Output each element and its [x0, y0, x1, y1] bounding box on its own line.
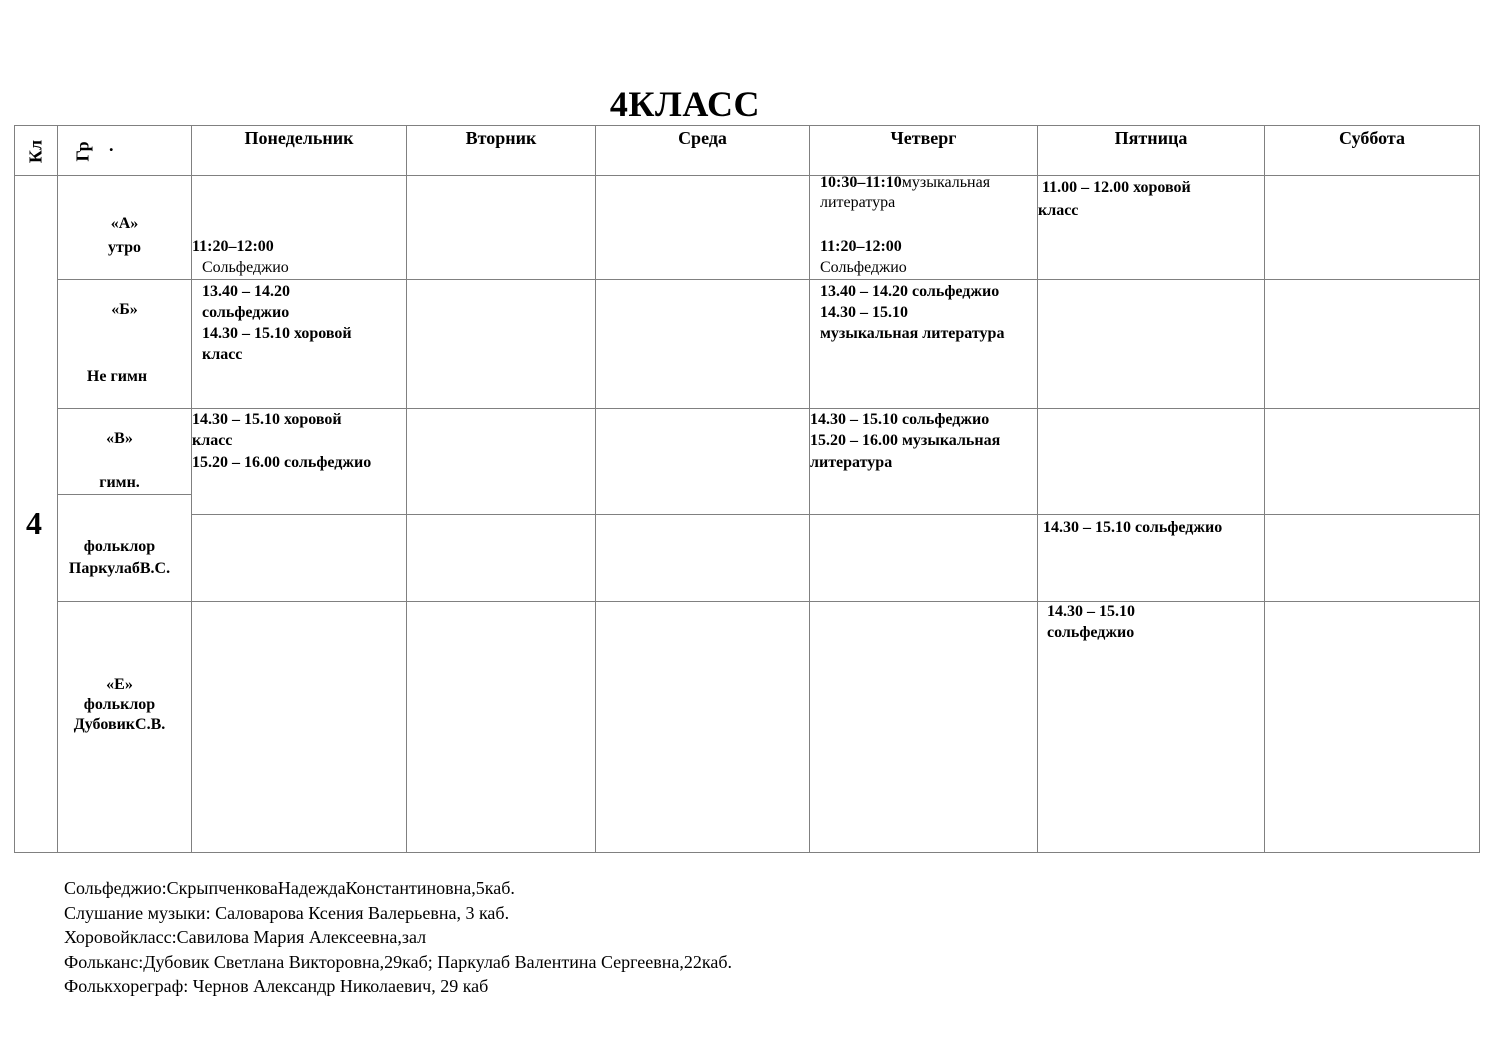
- class-number: 4: [26, 505, 42, 541]
- lesson-a-mon-subject: Сольфеджио: [202, 259, 289, 276]
- lesson-b-mon-line4: класс: [202, 346, 243, 363]
- lesson-b-mon-line2: сольфеджио: [202, 304, 290, 321]
- note-folk-ensemble: Фольканс:Дубовик Светлана Викторовна,29каб; Паркулаб Валентина Сергеевна,22каб.: [64, 951, 733, 972]
- header-friday: Пятница: [1114, 128, 1188, 148]
- teacher-notes: [64, 876, 732, 999]
- group-v-type: гимн.: [99, 474, 140, 491]
- header-wednesday: Среда: [678, 128, 727, 148]
- lesson-a-fri-line2: класс: [1038, 202, 1079, 219]
- group-a: [58, 214, 191, 258]
- lesson-v-mon-line1: 14.30 – 15.10 хоровой: [192, 411, 342, 428]
- group-b-letter: «Б»: [111, 301, 138, 318]
- lesson-v-thu-line1: 14.30 – 15.10 сольфеджио: [810, 411, 990, 428]
- group-v-letter: «В»: [106, 430, 133, 447]
- group-e-teacher: ДубовикС.В.: [73, 716, 166, 733]
- lesson-b-mon-line1: 13.40 – 14.20: [202, 283, 290, 300]
- group-b-type: Не гимн: [86, 368, 148, 385]
- group-folk-pk-teacher: ПаркулабВ.С.: [68, 560, 171, 577]
- lesson-b-thu-line3: музыкальная литература: [820, 325, 1005, 342]
- header-thursday: Четверг: [890, 128, 957, 148]
- header-group: Гр: [72, 141, 93, 162]
- lesson-b-thu-line1: 13.40 – 14.20 сольфеджио: [820, 283, 1000, 300]
- lesson-v-mon-line2: класс: [192, 432, 233, 449]
- note-listening: Слушание музыки: Саловарова Ксения Валерьевна, 3 каб.: [64, 902, 510, 923]
- lesson-v-mon-line3: 15.20 – 16.00 сольфеджио: [192, 454, 372, 471]
- lesson-v-thu-line2: 15.20 – 16.00 музыкальная: [810, 432, 1001, 449]
- lesson-e-fri-line1: 14.30 – 15.10: [1047, 603, 1135, 620]
- page-title: 4КЛАСС: [609, 84, 761, 124]
- note-solfeggio: Сольфеджио:СкрыпченковаНадеждаКонстантиновна,5каб.: [64, 878, 515, 898]
- lesson-a-thu-1: [820, 173, 990, 193]
- lesson-a-thu-subject1b: литература: [820, 194, 896, 211]
- group-folk-pk-name: фольклор: [83, 538, 156, 555]
- header-saturday: Суббота: [1339, 128, 1405, 148]
- group-e-name: фольклор: [83, 696, 156, 713]
- lesson-a-mon-time: 11:20–12:00: [192, 238, 274, 255]
- lesson-b-thu-line2: 14.30 – 15.10: [820, 304, 908, 321]
- lesson-b-mon-line3: 14.30 – 15.10 хоровой: [202, 325, 352, 342]
- header-group-dot: .: [109, 135, 114, 155]
- group-b: [58, 300, 191, 320]
- group-e-letter: «Е»: [106, 676, 133, 693]
- note-choir: Хоровойкласс:Савилова Мария Алексеевна,зал: [64, 927, 427, 947]
- lesson-a-thu-subject2: Сольфеджио: [820, 259, 907, 276]
- group-folk-pk: [58, 537, 181, 579]
- group-a-letter: «А»: [110, 215, 139, 232]
- lesson-a-thu-time2: 11:20–12:00: [820, 238, 902, 255]
- header-monday: Понедельник: [244, 128, 354, 148]
- lesson-a-thu-subject1a: музыкальная: [901, 174, 991, 191]
- lesson-a-thu-time1: 10:30–11:10: [820, 174, 902, 191]
- header-class: Кл: [25, 139, 46, 164]
- group-e: [58, 675, 181, 735]
- group-a-shift: утро: [108, 239, 141, 256]
- header-tuesday: Вторник: [465, 128, 537, 148]
- lesson-v-thu-line3: литература: [810, 454, 893, 471]
- lesson-e-fri-line2: сольфеджио: [1047, 624, 1135, 641]
- lesson-f-fri-line1: 14.30 – 15.10 сольфеджио: [1043, 519, 1223, 536]
- lesson-a-fri-line1: 11.00 – 12.00 хоровой: [1042, 179, 1191, 196]
- note-folk-choreography: Фолькхореграф: Чернов Александр Николаевич, 29 каб: [64, 976, 489, 996]
- schedule-table: [14, 125, 1480, 853]
